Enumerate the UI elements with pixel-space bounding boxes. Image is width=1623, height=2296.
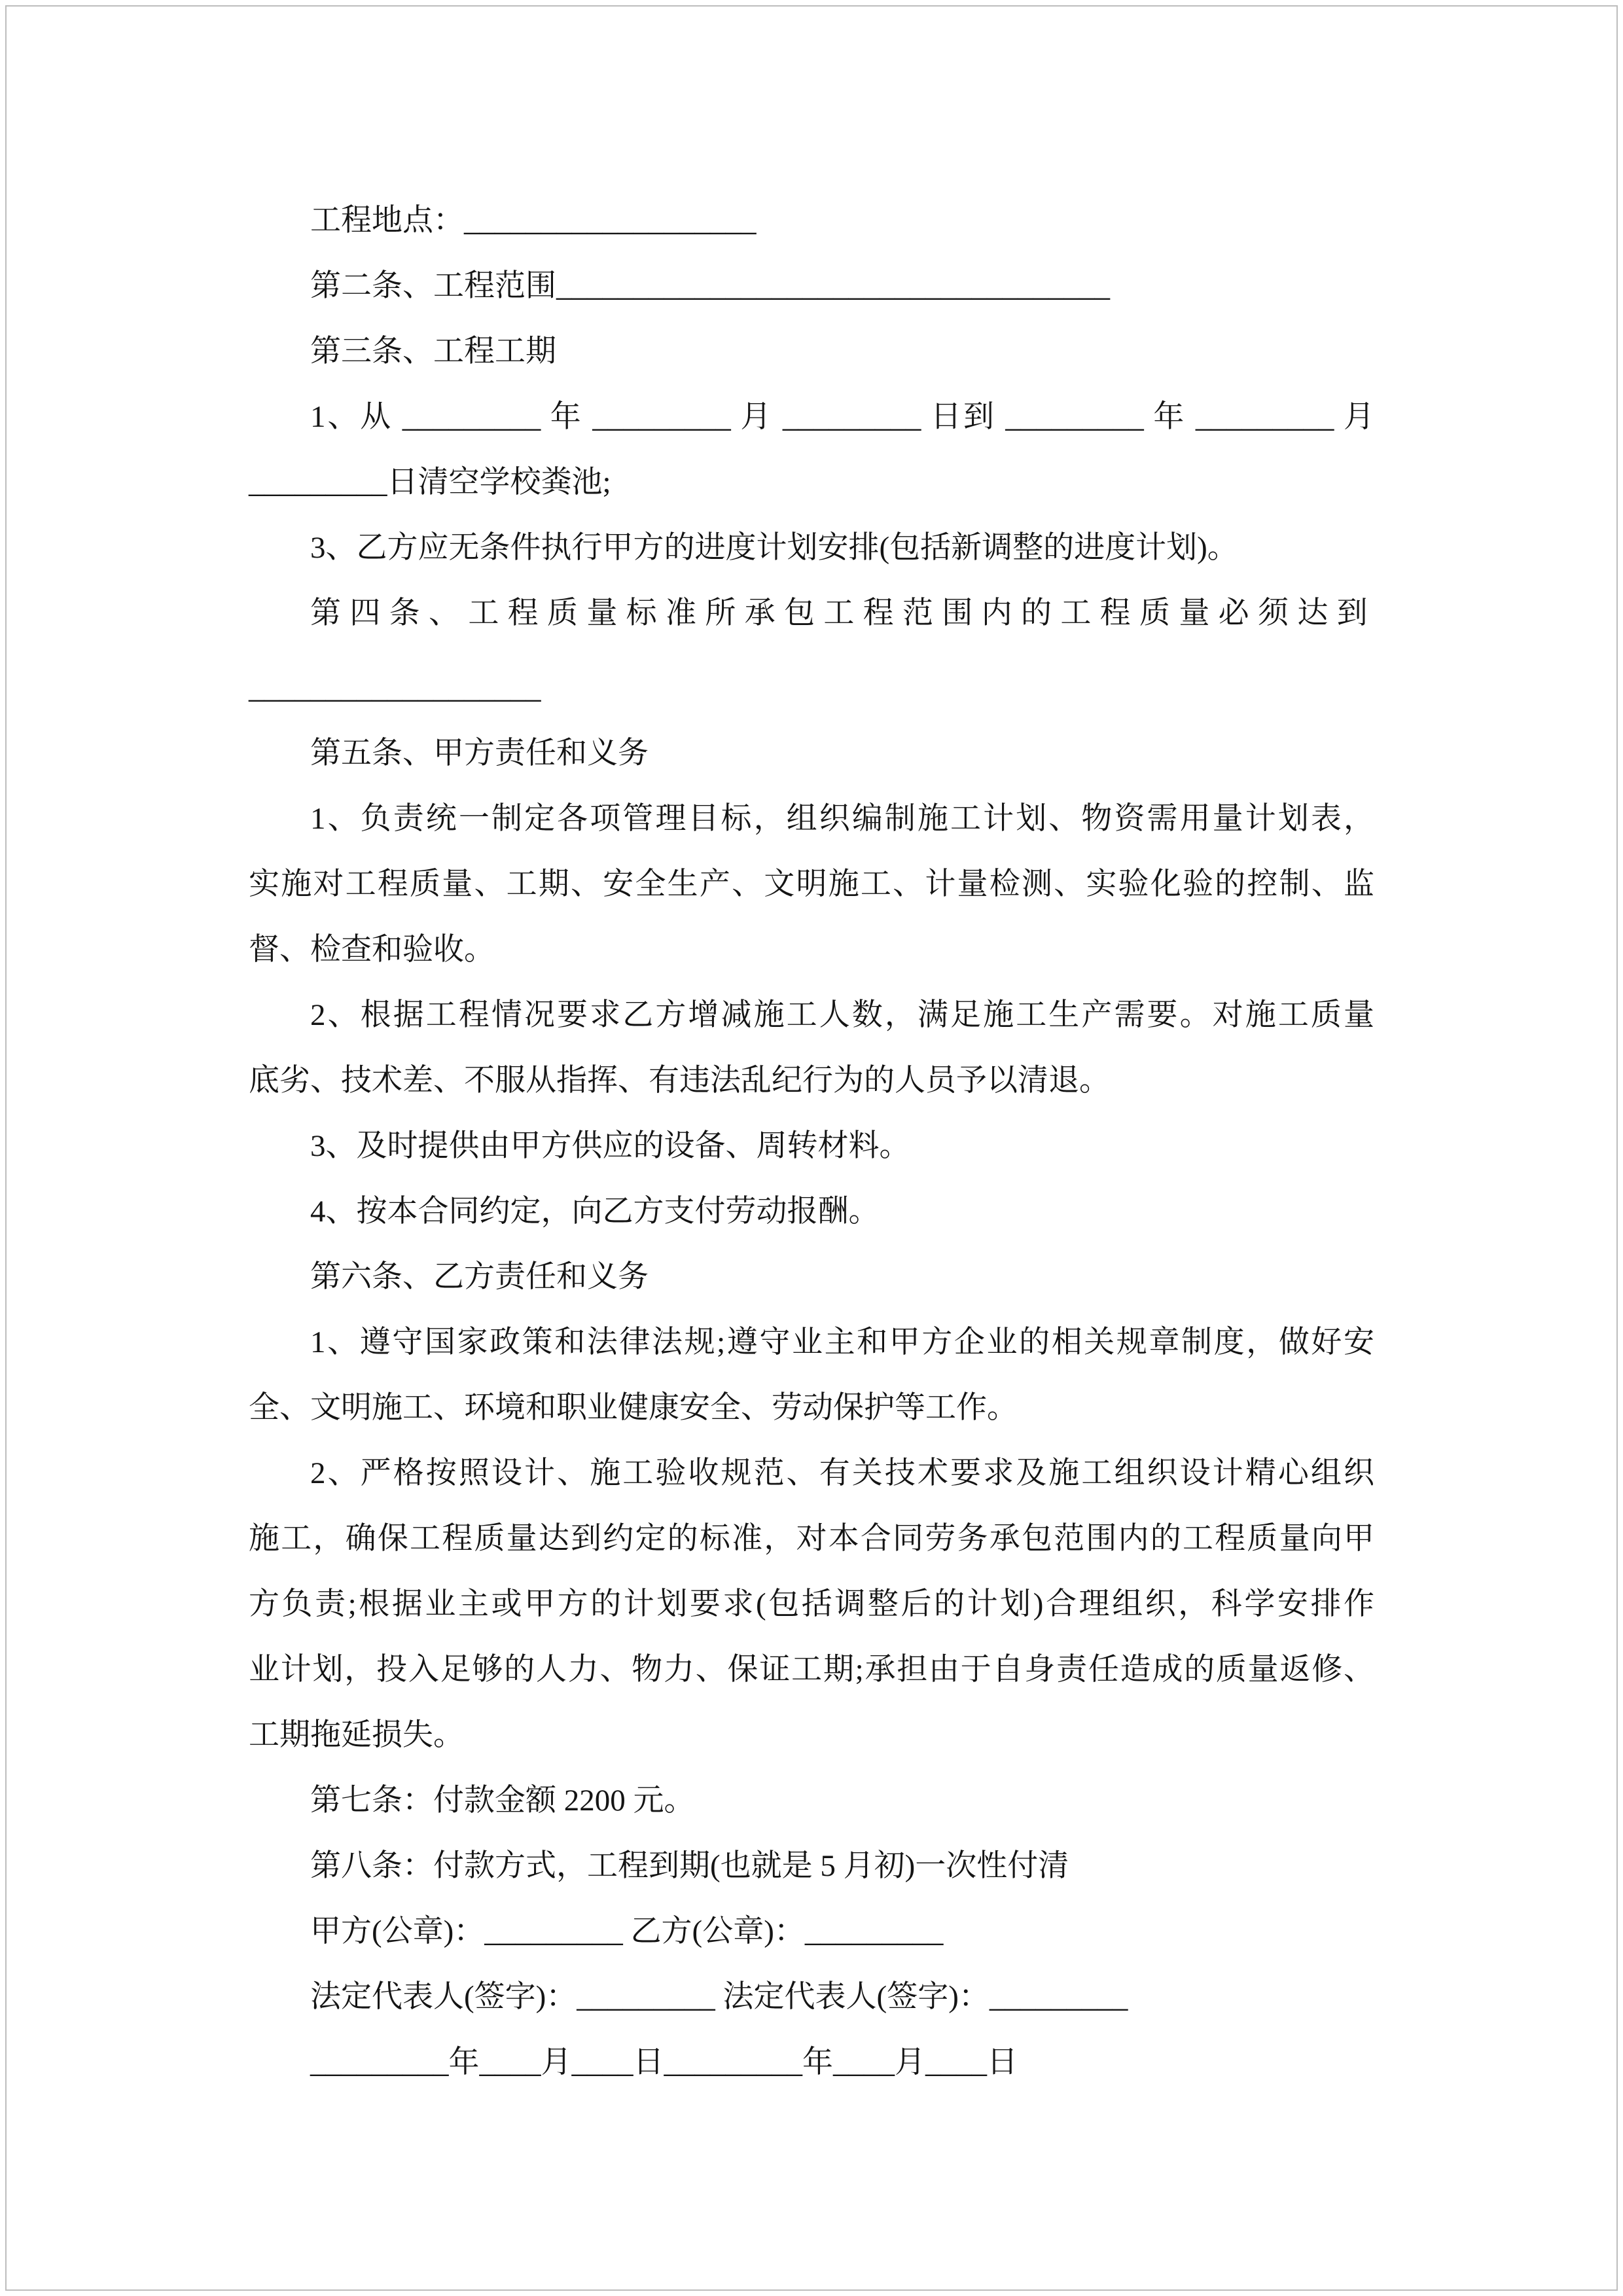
paragraph-line: 第三条、工程工期 xyxy=(310,334,556,368)
paragraph-line: 第七条：付款金额 2200 元。 xyxy=(310,1784,695,1818)
paragraph-line: 第二条、工程范围____________________________________ xyxy=(310,269,1110,303)
paragraph-line: 实施对工程质量、工期、安全生产、文明施工、计量检测、实验化验的控制、监 xyxy=(249,867,1374,901)
paragraph-line: 工程地点：___________________ xyxy=(310,204,757,238)
paragraph-line: 4、按本合同约定，向乙方支付劳动报酬。 xyxy=(310,1194,880,1229)
paragraph-line: _________年____月____日_________年____月____日 xyxy=(310,2045,1018,2079)
paragraph-line: 第六条、乙方责任和义务 xyxy=(310,1260,649,1294)
paragraph-line: 第八条：付款方式，工程到期(也就是 5 月初)一次性付清 xyxy=(310,1849,1069,1883)
paragraph-line: 业计划，投入足够的人力、物力、保证工期;承担由于自身责任造成的质量返修、 xyxy=(249,1653,1374,1687)
paragraph-line: 甲方(公章)：_________ 乙方(公章)：_________ xyxy=(310,1914,944,1948)
paragraph-line: 1、遵守国家政策和法律法规;遵守业主和甲方企业的相关规章制度，做好安 xyxy=(310,1325,1374,1359)
paragraph-line: _________日清空学校粪池; xyxy=(249,465,611,499)
paragraph-line: 3、乙方应无条件执行甲方的进度计划安排(包括新调整的进度计划)。 xyxy=(310,531,1238,565)
paragraph-line: 施工，确保工程质量达到约定的标准，对本合同劳务承包范围内的工程质量向甲 xyxy=(249,1522,1374,1556)
paragraph-line: 2、严格按照设计、施工验收规范、有关技术要求及施工组织设计精心组织 xyxy=(310,1456,1374,1490)
paragraph-line: 第四条、工程质量标准所承包工程范围内的工程质量必须达到 xyxy=(310,596,1374,630)
document-body xyxy=(249,188,1374,2095)
paragraph-line: 3、及时提供由甲方供应的设备、周转材料。 xyxy=(310,1129,910,1163)
paragraph-line: 1、从 _________ 年 _________ 月 _________ 日到 _________ 年 _________ 月 xyxy=(310,400,1374,434)
paragraph-line: 第五条、甲方责任和义务 xyxy=(310,736,649,770)
paragraph-line: 工期拖延损失。 xyxy=(249,1718,464,1752)
paragraph-line: 法定代表人(签字)：_________ 法定代表人(签字)：_________ xyxy=(310,1980,1128,2014)
paragraph-line: ___________________ xyxy=(249,671,541,705)
paragraph-line: 底劣、技术差、不服从指挥、有违法乱纪行为的人员予以清退。 xyxy=(249,1064,1110,1098)
paragraph-line: 方负责;根据业主或甲方的计划要求(包括调整后的计划)合理组织，科学安排作 xyxy=(249,1587,1374,1621)
paragraph-line: 督、检查和验收。 xyxy=(249,933,495,967)
paragraph-line: 全、文明施工、环境和职业健康安全、劳动保护等工作。 xyxy=(249,1391,1018,1425)
paragraph-line: 2、根据工程情况要求乙方增减施工人数，满足施工生产需要。对施工质量 xyxy=(310,998,1374,1032)
paragraph-line: 1、负责统一制定各项管理目标，组织编制施工计划、物资需用量计划表， xyxy=(310,802,1374,836)
